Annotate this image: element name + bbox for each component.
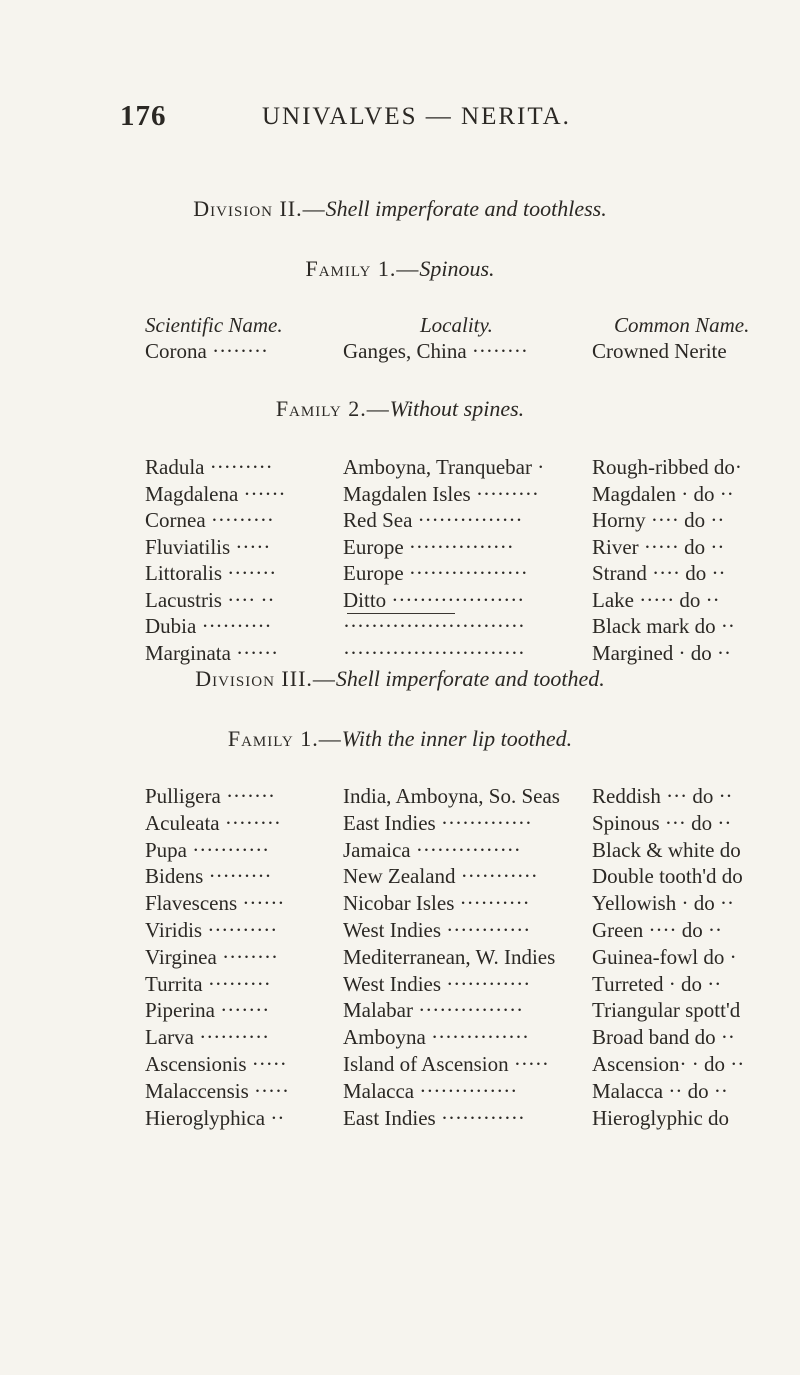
- table-row: Pupa ··········· Jamaica ··············· Black & white do: [145, 837, 741, 862]
- table-row: Pulligera ······· India, Amboyna, So. Seas Reddish ··· do ··: [145, 784, 733, 808]
- table-row: Viridis ·········· West Indies ············ Green ···· do ··: [145, 917, 723, 942]
- family-1-spinous-heading: Family 1.—Spinous.: [305, 256, 495, 281]
- section-divider: [347, 613, 455, 614]
- family-1-inner-lip-toothed-heading: Family 1.—With the inner lip toothed.: [227, 726, 573, 751]
- table-row: Bidens ········· New Zealand ··········· Double tooth'd do: [145, 864, 743, 889]
- division-iii-heading: Division III.—Shell imperforate and toothed.: [195, 666, 605, 691]
- table-row: Magdalena ······ Magdalen Isles ········· Magdalen · do ··: [145, 481, 734, 506]
- table-row: Fluviatilis ····· Europe ··············· River ····· do ··: [145, 534, 725, 559]
- table-row: Piperina ······· Malabar ··············· Triangular spott'd: [145, 998, 741, 1023]
- table-row: Lacustris ···· ·· Ditto ··················· Lake ····· do ··: [145, 587, 720, 612]
- table-row: Malaccensis ····· Malacca ·············· Malacca ·· do ··: [145, 1078, 728, 1103]
- table-row: Corona ········ Ganges, China ········ Crowned Nerite: [145, 339, 727, 363]
- table-row: Cornea ········· Red Sea ··············· Horny ···· do ··: [145, 508, 725, 532]
- common-name-header: Common Name.: [614, 313, 750, 337]
- division-ii-heading: Division II.—Shell imperforate and toothless.: [193, 196, 607, 221]
- locality-header: Locality.: [420, 313, 493, 337]
- running-head: [120, 100, 740, 140]
- family-2-without-spines-table: [0, 455, 800, 667]
- table-row: Aculeata ········ East Indies ············· Spinous ··· do ··: [145, 810, 732, 835]
- table-row: Radula ········· Amboyna, Tranquebar · Rough-ribbed do·: [145, 455, 742, 479]
- table-row: Virginea ········ Mediterranean, W. Indies Guinea-fowl do ·: [145, 944, 737, 969]
- family-1-inner-lip-toothed-table: [0, 784, 800, 1132]
- table-row: Littoralis ······· Europe ················· Strand ···· do ··: [145, 561, 726, 585]
- family-1-spinous-table: [0, 339, 800, 366]
- table-row: Flavescens ······ Nicobar Isles ·········· Yellowish · do ··: [145, 891, 734, 916]
- running-title: UNIVALVES — NERITA.: [262, 103, 571, 130]
- table-row: Hieroglyphica ·· East Indies ············ Hieroglyphic do: [145, 1105, 730, 1130]
- table-row: Dubia ·········· ·························· Black mark do ··: [145, 614, 735, 638]
- family-2-without-spines-heading: Family 2.—Without spines.: [275, 396, 525, 421]
- table-row: Larva ·········· Amboyna ·············· Broad band do ··: [145, 1025, 735, 1050]
- table-row: Marginata ······ ·························· Margined · do ··: [145, 640, 731, 665]
- page-number: 176: [120, 100, 167, 132]
- scientific-name-header: Scientific Name.: [145, 313, 283, 337]
- table-row: Ascensionis ····· Island of Ascension ····· Ascension· · do ··: [145, 1051, 745, 1076]
- table-row: Turrita ········· West Indies ············ Turreted · do ··: [145, 971, 722, 996]
